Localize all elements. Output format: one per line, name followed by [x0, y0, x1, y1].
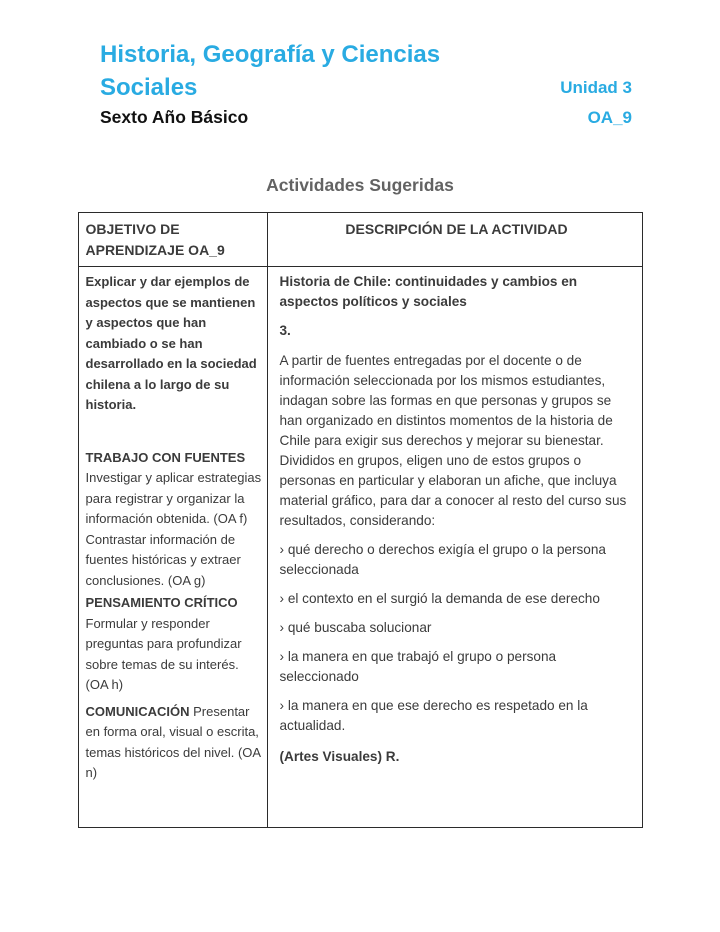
grade-subtitle: Sexto Año Básico — [100, 107, 249, 127]
objective-cell — [79, 267, 268, 827]
bullet-marker: › — [279, 542, 285, 557]
course-title: Historia, Geografía y Ciencias Sociales — [100, 41, 441, 101]
bullet-item — [280, 618, 634, 638]
activity-intro: A partir de fuentes entregadas por el docente o de información seleccionada por los mismos estudiantes, indagan sobre las formas en que personas y grupos se han organizado en distintos momentos de la historia de Chile para exigir sus derechos y mejorar su bienestar. Divididos en grupos, eligen uno de estos grupos o personas en particular y elaboran un afiche, que incluya material gráfico, para dar a conocer al resto del curso sus resultados, considerando: — [279, 353, 627, 528]
activity-footer: (Artes Visuales) R. — [279, 749, 400, 764]
activity-number: 3. — [279, 323, 291, 338]
col-header-description: DESCRIPCIÓN DE LA ACTIVIDAD — [345, 221, 568, 237]
header-left — [100, 38, 540, 131]
bullet-marker: › — [279, 649, 285, 664]
bullet-marker: › — [279, 698, 285, 713]
unit-label: Unidad 3 — [560, 78, 632, 97]
skill-section-trabajo-con-fuentes — [86, 448, 263, 592]
document-header — [100, 38, 632, 131]
oa-code-label: OA_9 — [587, 108, 632, 127]
bullet-item — [280, 589, 634, 609]
skill-heading: TRABAJO CON FUENTES — [85, 449, 246, 465]
activities-table — [78, 212, 643, 828]
bullet-item — [280, 540, 634, 580]
table-header-row — [79, 213, 642, 267]
bullet-marker: › — [279, 591, 285, 606]
objective-main-text: Explicar y dar ejemplos de aspectos que se mantienen y aspectos que han cambiado o se han desarrollado en la sociedad chilena a lo largo de su historia. — [85, 274, 257, 412]
skill-text: Presentar en forma oral, visual o escrita, temas históricos del nivel. (OA n) — [85, 703, 261, 780]
skill-text: Formular y responder preguntas para profundizar sobre temas de su interés. (OA h) — [85, 615, 242, 692]
skill-heading: COMUNICACIÓN — [85, 703, 190, 719]
header-right — [560, 71, 632, 131]
section-title: Actividades Sugeridas — [266, 175, 454, 195]
bullet-item — [280, 647, 634, 687]
bullet-item — [280, 696, 634, 736]
activity-title: Historia de Chile: continuidades y cambios en aspectos políticos y sociales — [279, 274, 578, 309]
bullet-text: el contexto en el surgió la demanda de ese derecho — [287, 591, 600, 606]
skill-section-comunicacion — [86, 702, 263, 784]
skill-section-pensamiento-critico — [86, 593, 263, 696]
skill-text: Investigar y aplicar estrategias para registrar y organizar la información obtenida. (OA f) Contrastar información de fuentes históricas y extraer conclusiones. (OA g) — [85, 470, 262, 588]
bullet-text: la manera en que ese derecho es respetado en la actualidad. — [279, 698, 588, 733]
activity-cell — [268, 267, 642, 827]
bullet-text: qué buscaba solucionar — [287, 620, 432, 635]
bullet-text: la manera en que trabajó el grupo o persona seleccionado — [279, 649, 557, 684]
bullet-marker: › — [279, 620, 285, 635]
skill-heading: PENSAMIENTO CRÍTICO — [85, 595, 238, 610]
bullet-text: qué derecho o derechos exigía el grupo o la persona seleccionada — [279, 542, 606, 577]
table-body-row — [79, 267, 642, 827]
col-header-objective: OBJETIVO DE APRENDIZAJE OA_9 — [79, 213, 268, 266]
